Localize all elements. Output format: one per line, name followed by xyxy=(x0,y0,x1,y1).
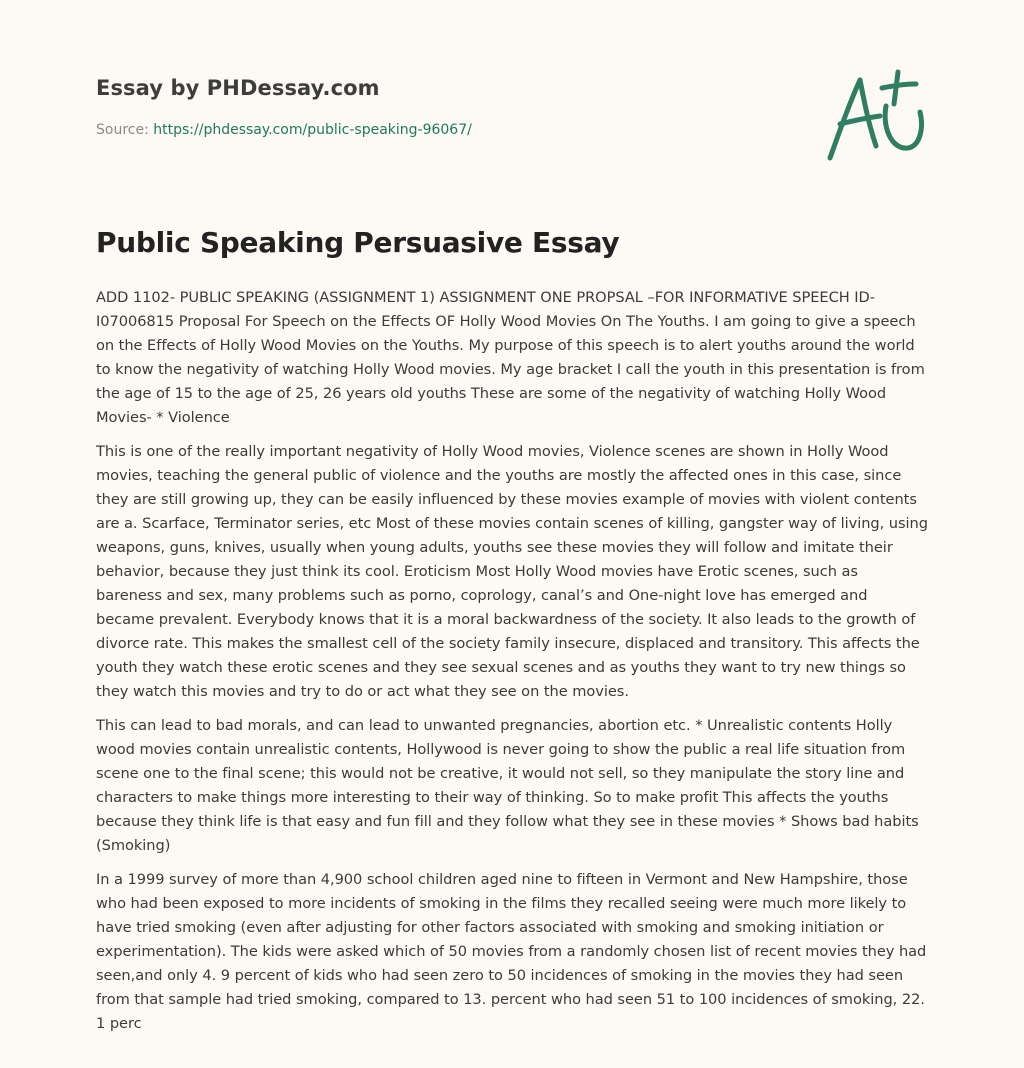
essay-title: Public Speaking Persuasive Essay xyxy=(96,226,620,259)
essay-paragraph: This can lead to bad morals, and can lead to unwanted pregnancies, abortion etc. * Unrealistic contents Holly wood movies contain unrealistic contents, Hollywood is never going to show the public a real life situation from scene one to the final scene; this would not be creative, it would not sell, so they manipulate the story line and characters to make things more interesting to their way of thinking. So to make profit This affects the youths because they think life is that easy and fun fill and they follow what they see in these movies * Shows bad habits (Smoking) xyxy=(96,717,919,854)
source-label: Source: xyxy=(96,122,154,138)
page-header xyxy=(96,76,796,138)
essay-paragraph: This is one of the really important negativity of Holly Wood movies, Violence scenes are shown in Holly Wood movies, teaching the general public of violence and the youths are mostly the affected ones in this case, since they are still growing up, they can be easily influenced by these movies example of movies with violent contents are a. Scarface, Terminator series, etc Most of these movies contain scenes of killing, gangster way of living, using weapons, guns, knives, usually when young adults, youths see these movies they will follow and imitate their behavior, because they just think its cool. Eroticism Most Holly Wood movies have Erotic scenes, such as bareness and sex, many problems such as porno, coprology, canal’s and One-night love has emerged and became prevalent. Everybody knows that it is a moral backwardness of the society. It also leads to the growth of divorce rate. This makes the smallest cell of the society family insecure, displaced and transitory. This affects the youth they watch these erotic scenes and they see sexual scenes and as youths they want to try new things so they watch this movies and try to do or act what they see on the movies. xyxy=(96,443,928,700)
essay-paragraph: ADD 1102- PUBLIC SPEAKING (ASSIGNMENT 1) ASSIGNMENT ONE PROPSAL –FOR INFORMATIVE SPEECH ID-I07006815 Proposal For Speech on the Effects OF Holly Wood Movies On The Youths. I am going to give a speech on the Effects of Holly Wood Movies on the Youths. My purpose of this speech is to alert youths around the world to know the negativity of watching Holly Wood movies. My age bracket I call the youth in this presentation is from the age of 15 to the age of 25, 26 years old youths These are some of the negativity of watching Holly Wood Movies- * Violence xyxy=(96,289,925,426)
essay-body xyxy=(96,286,928,1046)
source-link[interactable]: https://phdessay.com/public-speaking-96067/ xyxy=(153,122,472,138)
a-plus-logo-icon xyxy=(820,66,930,166)
site-title: Essay by PHDessay.com xyxy=(96,76,380,100)
source-line xyxy=(96,122,796,138)
essay-paragraph: In a 1999 survey of more than 4,900 school children aged nine to fifteen in Vermont and New Hampshire, those who had been exposed to more incidents of smoking in the films they recalled seeing were much more likely to have tried smoking (even after adjusting for other factors associated with smoking and smoking initiation or experimentation). The kids were asked which of 50 movies from a randomly chosen list of recent movies they had seen,and only 4. 9 percent of kids who had seen zero to 50 incidences of smoking in the movies they had seen from that sample had tried smoking, compared to 13. percent who had seen 51 to 100 incidences of smoking, 22. 1 perc xyxy=(96,871,927,1032)
